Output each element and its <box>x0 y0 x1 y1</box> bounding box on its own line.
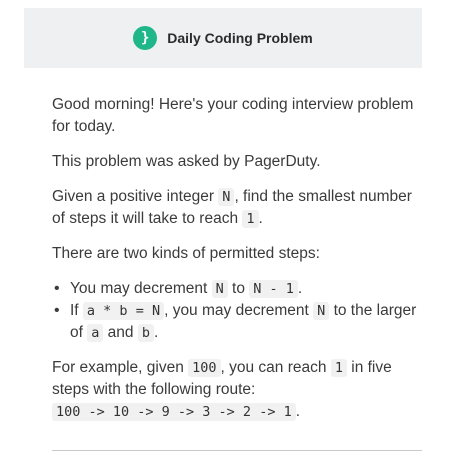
step2-text-5: . <box>154 324 159 341</box>
asked-by-text: This problem was asked by PagerDuty. <box>52 153 321 170</box>
code-a: a <box>87 324 103 342</box>
code-100: 100 <box>188 359 220 377</box>
brand-name: Daily Coding Problem <box>167 30 313 46</box>
example-text-4: . <box>295 403 301 420</box>
step1-text-3: . <box>297 280 303 297</box>
example-text-1: For example, given <box>52 359 189 376</box>
list-item-step-2 <box>52 300 420 344</box>
step2-text-1: If <box>70 302 83 319</box>
code-one: 1 <box>331 359 347 377</box>
code-n-minus-1: N - 1 <box>249 280 298 298</box>
email-body <box>52 94 420 436</box>
step2-text-3: to the larger of <box>70 302 417 341</box>
problem-text-2: , find the smallest number of steps it will take to reach <box>52 188 412 227</box>
step1-text-2: to <box>227 280 250 297</box>
problem-text-1: Given a positive integer <box>52 188 219 205</box>
code-expression: a * b = N <box>83 302 164 320</box>
code-one: 1 <box>242 210 258 228</box>
problem-statement <box>52 186 420 230</box>
step2-text-4: and <box>103 324 138 341</box>
example-text-2: , you can reach <box>220 359 331 376</box>
email-header <box>24 8 422 68</box>
example-text-3: in five steps with the following route: <box>52 359 392 398</box>
list-item-step-1 <box>52 278 420 300</box>
code-n: N <box>313 302 329 320</box>
greeting-text: Good morning! Here's your coding interview problem for today. <box>52 96 414 135</box>
code-b: b <box>138 324 154 342</box>
steps-intro-text: There are two kinds of permitted steps: <box>52 245 320 262</box>
code-n: N <box>212 280 228 298</box>
permitted-steps-list <box>52 278 420 344</box>
code-route: 100 -> 10 -> 9 -> 3 -> 2 -> 1 <box>52 403 296 421</box>
code-n: N <box>218 188 234 206</box>
problem-text-3: . <box>258 210 263 227</box>
daily-coding-problem-logo-icon: } <box>133 26 157 50</box>
divider <box>52 450 422 451</box>
example-paragraph <box>52 357 420 423</box>
route-line <box>52 403 300 420</box>
step2-text-2: , you may decrement <box>164 302 314 319</box>
step1-text-1: You may decrement <box>70 280 212 297</box>
